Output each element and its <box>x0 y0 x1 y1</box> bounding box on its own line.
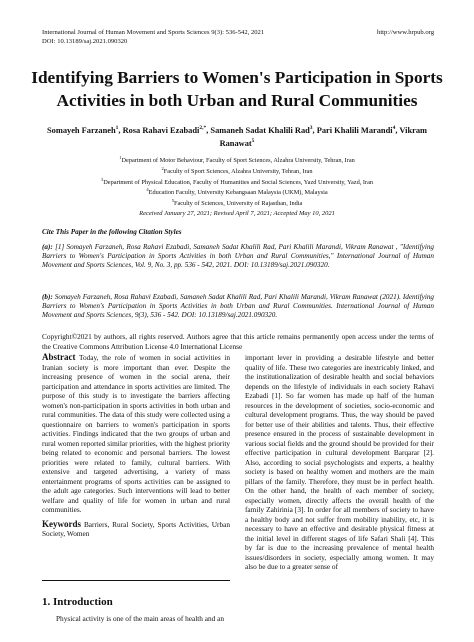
paper-title: Identifying Barriers to Women's Participation in Sports Activities in both Urban and Rural Communities <box>31 68 443 110</box>
author-list: Somayeh Farzaneh$^1$, Rosa Rahavi Ezabadi$^{2,*}$, Samaneh Sadat Khalili Rad$^3$, Pari Khalili Marandi$^4$, Vikram Ranawat$^5$ <box>47 125 427 148</box>
section-heading-introduction: 1. Introduction <box>42 596 113 608</box>
citation-heading: Cite This Paper in the following Citation Styles <box>42 228 182 236</box>
citation-style-b <box>42 293 434 321</box>
citation-style-a <box>42 243 434 271</box>
journal-url[interactable]: http://www.hrpub.org <box>377 29 434 36</box>
author-name: Samaneh Sadat Khalili Rad <box>210 125 310 135</box>
introduction-paragraph-continued: important lever in providing a desirable lifestyle and better quality of life. These two categories are inextricably linked, and the institutionalization of desirable health and social behaviors depends on the lifestyle of individuals in each society Rahavi Ezabadi [1]. So far women has made up half of the human resources in the development of societies, socio-economic and cultural development programs. Thus, the way should be paved for better use of their abilities and talents. Thus, their effective presence ensured in the process of sustainable development in various social fields and the ground should be provided for their effective participation in cultural development Barqarar [2]. Also, according to social psychologists and experts, a healthy society is based on healthy women and mothers are the main pillars of the family. Therefore, they must be in perfect health. On the other hand, the health of each member of society, especially women, directly affects the overall health of the family Zahirinia [3]. In order for all members of society to have a healthy body and not suffer from mobility inability, etc, it is necessary to have an effective and desirable physical fitness at the initial level in different stages of life Safari Shali [4]. This by far is due to the increasing prevalence of mental health issues/disorders in society, especially among women. It may also be due to a greater sense of <box>245 353 434 571</box>
author-affiliation-mark: 4 <box>392 125 396 131</box>
copyright-notice: Copyright©2021 by authors, all rights reserved. Authors agree that this article remains permanently open access under the terms of the Creative Commons Attribution License 4.0 International License <box>42 332 434 351</box>
affiliation-item: $^4$Education Faculty, University Kebangsaan Malaysia (UKM), Malaysia <box>146 187 328 197</box>
citation-label-a: (a): <box>42 243 53 251</box>
running-header <box>42 29 434 46</box>
affiliation-item: $^3$Department of Physical Education, Faculty of Humanities and Social Sciences, Yazd University, Yazd, Iran <box>100 176 374 186</box>
affiliation-list <box>40 154 434 208</box>
journal-citation: International Journal of Human Movement and Sports Sciences 9(3): 536-542, 2021 <box>42 29 265 36</box>
publication-dates: Received January 27, 2021; Revised April 7, 2021; Accepted May 10, 2021 <box>139 210 335 217</box>
author-name: Somayeh Farzaneh <box>47 125 116 135</box>
author-name: Rosa Rahavi Ezabadi <box>122 125 200 135</box>
keywords-text: Barriers, Rural Society, Sports Activities, Urban Society, Women <box>42 519 231 538</box>
author-affiliation-mark: 3 <box>309 125 313 131</box>
abstract-text: Today, the role of women in social activities in Iranian society is more important than ever. Despite the increasing presence of women in the social arena, their participation and attendance in sports activities are limited. The purpose of this study is to investigate the barriers affecting women's non-participation in sports activities in both urban and rural communities. The data of this study were collected using a questionnaire on barriers to women's participation in sports activities. Findings indicated that the two groups of urban and rural women reported similar priorities, with the highest priority being related to economic and personal barriers. The lowest priorities were related to family, cultural barriers. With extensive and targeted advertising, a variety of mass entertainment programs of sports activities can be assigned to the adult age categories. Such interventions will lead to better welfare and quality of life for women in urban and rural communities. <box>42 353 230 514</box>
keywords <box>42 520 230 539</box>
author-affiliation-mark: 1 <box>115 125 119 131</box>
author-affiliation-mark: 2,* <box>199 125 207 131</box>
author-name: Vikram Ranawat <box>219 125 427 148</box>
citation-text-b: Somayeh Farzaneh, Rosa Rahavi Ezabadi, Samaneh Sadat Khalili Rad, Pari Khalili Marandi, Vikram Ranawat (2021). Identifying Barriers to Women's Participation in Sports Activities in both Urban and Rural Communities. International Journal of Human Movement and Sports Sciences, 9(3), 536 - 542. DOI: 10.13189/saj.2021.090320. <box>42 293 435 320</box>
citation-label-b: (b): <box>42 293 53 301</box>
left-column <box>42 353 230 539</box>
abstract-label: Abstract <box>42 352 76 362</box>
author-affiliation-mark: 5 <box>251 137 255 144</box>
right-column <box>245 353 434 572</box>
author-name: Pari Khalili Marandi <box>316 125 393 135</box>
affiliation-item: $^2$Faculty of Sport Sciences, Alzahra University, Tehran, Iran <box>161 165 313 175</box>
citation-text-a: [1] Somayeh Farzaneh, Rosa Rahavi Ezabadi, Samaneh Sadat Khalili Rad, Pari Khalili Marandi, Vikram Ranawat , "Identifying Barriers to Women's Participation in Sports Activities in both Urban and Rural Communities," International Journal of Human Movement and Sports Sciences, Vol. 9, No. 3, pp. 536 - 542, 2021. DOI: 10.13189/saj.2021.090320. <box>42 243 435 270</box>
abstract <box>42 353 230 515</box>
affiliation-item: $^1$Department of Motor Behaviour, Faculty of Sport Sciences, Alzahra University, Tehran, Iran <box>119 155 355 165</box>
affiliation-item: $^5$Faculty of Sciences, University of Rajasthan, India <box>171 198 303 208</box>
doi: DOI: 10.13189/saj.2021.090320 <box>42 37 128 45</box>
keywords-label: Keywords <box>42 518 81 529</box>
section-divider <box>42 580 230 581</box>
introduction-paragraph-start: Physical activity is one of the main areas of health and an <box>56 614 224 623</box>
